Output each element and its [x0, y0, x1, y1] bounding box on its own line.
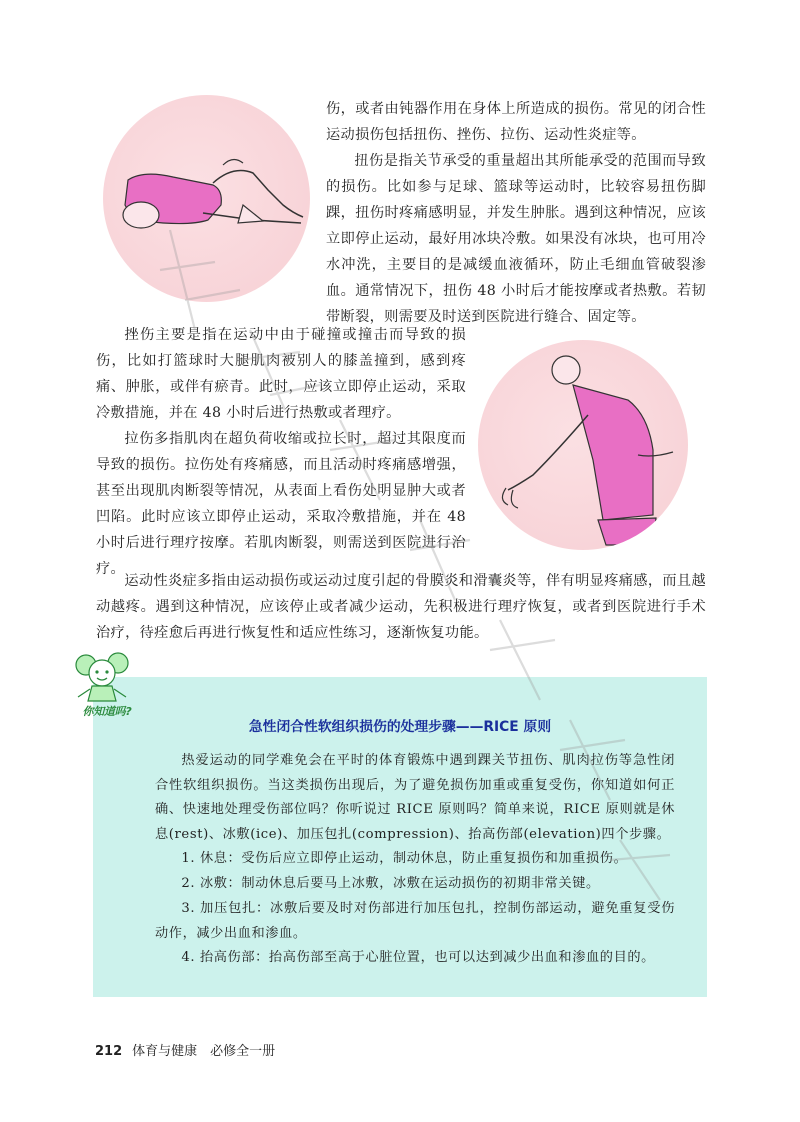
bent-person-figure [478, 340, 688, 550]
paragraph-intro-continued: 伤，或者由钝器作用在身体上所造成的损伤。常见的闭合性运动损伤包括扭伤、挫伤、拉伤、运动性炎症等。 [326, 101, 706, 143]
did-you-know-box [93, 677, 707, 997]
paragraph-strain: 拉伤多指肌肉在超负荷收缩或拉长时，超过其限度而导致的损伤。拉伤处有疼痛感，而且活动时疼痛感增强，甚至出现肌肉断裂等情况，从表面上看伤处明显肿大或者凹陷。此时应该立即停止运动，采取冷敷措施，并在 48 小时后进行理疗按摩。若肌肉断裂，则需送到医院进行治疗。 [96, 431, 466, 577]
tip-intro: 热爱运动的同学难免会在平时的体育锻炼中遇到踝关节扭伤、肌肉拉伤等急性闭合性软组织损伤。当这类损伤出现后，为了避免损伤加重或重复受伤，你知道如何正确、快速地处理受伤部位吗？你听说过 RICE 原则吗？简单来说，RICE 原则就是休息(rest)、冰敷(ice)、加压包扎(compression)、抬高伤部(elevation)四个步骤。 [155, 753, 675, 842]
did-you-know-badge [64, 651, 150, 723]
paragraph-sprain: 扭伤是指关节承受的重量超出其所能承受的范围而导致的损伤。比如参与足球、篮球等运动时，比较容易扭伤脚踝，扭伤时疼痛感明显，并发生肿胀。遇到这种情况，应该立即停止运动，最好用冰块冷敷。如果没有冰块，也可用冷水冲洗，主要目的是减缓血液循环，防止毛细血管破裂渗血。通常情况下，扭伤 48 小时后才能按摩或者热敷。若韧带断裂，则需要及时送到医院进行缝合、固定等。 [326, 153, 706, 325]
page-number: 212 [95, 1044, 123, 1059]
tip-title: 急性闭合性软组织损伤的处理步骤——RICE 原则 [248, 719, 552, 735]
cartoon-girl-icon [64, 651, 150, 707]
tip-step-ice: 2. 冰敷：制动休息后要马上冰敷，冰敷在运动损伤的初期非常关键。 [181, 876, 600, 891]
strain-illustration [478, 340, 688, 550]
tip-step-elevation: 4. 抬高伤部：抬高伤部至高于心脏位置，也可以达到减少出血和渗血的目的。 [181, 950, 655, 965]
tip-step-compression: 3. 加压包扎：冰敷后要及时对伤部进行加压包扎，控制伤部运动，避免重复受伤动作，减少出血和渗血。 [155, 901, 675, 941]
lying-person-figure [103, 95, 310, 302]
did-you-know-label: 你知道吗? [82, 705, 132, 718]
tip-step-rest: 1. 休息：受伤后应立即停止运动，制动休息，防止重复损伤和加重损伤。 [181, 851, 628, 866]
sprain-illustration [103, 95, 310, 302]
book-title: 体育与健康 必修全一册 [132, 1044, 276, 1059]
paragraph-contusion: 挫伤主要是指在运动中由于碰撞或撞击而导致的损伤，比如打篮球时大腿肌肉被别人的膝盖撞到，感到疼痛、肿胀，或伴有瘀青。此时，应该立即停止运动，采取冷敷措施，并在 48 小时后进行热敷或者理疗。 [96, 327, 466, 421]
paragraph-inflammation: 运动性炎症多指由运动损伤或运动过度引起的骨膜炎和滑囊炎等，伴有明显疼痛感，而且越动越疼。遇到这种情况，应该停止或者减少运动，先积极进行理疗恢复，或者到医院进行手术治疗，待痊愈后再进行恢复性和适应性练习，逐渐恢复功能。 [96, 573, 706, 641]
page-footer [95, 1040, 275, 1059]
